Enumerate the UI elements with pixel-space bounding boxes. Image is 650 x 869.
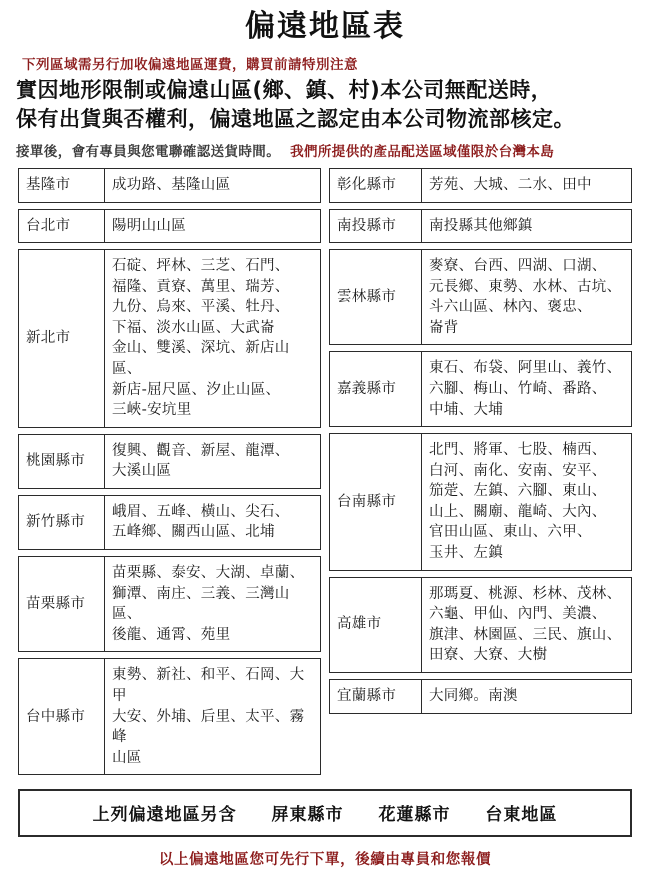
table-row — [19, 209, 321, 243]
table-row — [330, 209, 632, 243]
region-table-left-column — [18, 168, 321, 775]
region-area-cell: 陽明山山區 — [105, 209, 321, 243]
table-row — [330, 168, 632, 202]
table-spacer — [330, 570, 632, 577]
page-title: 偏遠地區表 — [245, 9, 405, 44]
region-name-cell: 新北市 — [19, 250, 105, 428]
region-area-cell: 那瑪夏、桃源、杉林、茂林、 六龜、甲仙、內門、美濃、 旗津、林園區、三民、旗山、 田寮、大寮、大樹 — [422, 577, 632, 672]
region-area-cell: 復興、觀音、新屋、龍潭、 大溪山區 — [105, 434, 321, 488]
table-row — [19, 659, 321, 775]
additional-regions-box — [18, 789, 632, 837]
table-spacer-cell — [330, 202, 632, 209]
region-name-cell: 南投縣市 — [330, 209, 422, 243]
region-name-cell: 嘉義縣市 — [330, 352, 422, 427]
table-spacer — [330, 202, 632, 209]
region-name-cell: 彰化縣市 — [330, 168, 422, 202]
table-spacer-cell — [330, 570, 632, 577]
region-area-cell: 芳苑、大城、二水、田中 — [422, 168, 632, 202]
surcharge-note: 下列區域需另行加收偏遠地區運費，購買前請特別注意 — [22, 56, 358, 73]
table-row — [19, 250, 321, 428]
table-spacer — [19, 243, 321, 250]
table-spacer — [330, 345, 632, 352]
region-name-cell: 桃園縣市 — [19, 434, 105, 488]
region-area-cell: 大同鄉。南澳 — [422, 679, 632, 713]
table-spacer-cell — [19, 550, 321, 557]
region-area-cell: 東勢、新社、和平、石岡、大甲 大安、外埔、后里、太平、霧峰 山區 — [105, 659, 321, 775]
table-row — [330, 250, 632, 345]
region-table-right — [329, 168, 632, 714]
region-area-cell: 東石、布袋、阿里山、義竹、 六腳、梅山、竹崎、番路、 中埔、大埔 — [422, 352, 632, 427]
quote-note: 以上偏遠地區您可先行下單，後續由專員和您報價 — [158, 852, 492, 869]
region-area-cell: 石碇、坪林、三芝、石門、 福隆、貢寮、萬里、瑞芳、 九份、烏來、平溪、牡丹、 下福、淡水山區、大武崙 金山、雙溪、深坑、新店山區、 新店-屈尺區、汐止山區、 三峽-安坑里 — [105, 250, 321, 428]
contact-note: 接單後，會有專員與您電聯確認送貨時間。 — [16, 143, 281, 160]
table-spacer-cell — [330, 672, 632, 679]
additional-region-taitung: 台東地區 — [485, 805, 558, 826]
table-spacer-cell — [19, 652, 321, 659]
table-row — [330, 679, 632, 713]
table-spacer — [19, 488, 321, 495]
region-area-cell: 南投縣其他鄉鎮 — [422, 209, 632, 243]
table-spacer-cell — [19, 202, 321, 209]
region-name-cell: 高雄市 — [330, 577, 422, 672]
table-spacer-cell — [19, 427, 321, 434]
additional-regions-lead: 上列偏遠地區另含 — [92, 805, 237, 826]
coverage-note: 我們所提供的產品配送區域僅限於台灣本島 — [290, 143, 555, 160]
table-row — [19, 434, 321, 488]
region-table-left — [18, 168, 321, 775]
region-name-cell: 台北市 — [19, 209, 105, 243]
table-spacer-cell — [19, 488, 321, 495]
table-spacer — [19, 202, 321, 209]
region-area-cell: 北門、將軍、七股、楠西、 白河、南化、安南、安平、 笳萣、左鎮、六腳、東山、 山上、關廟、龍崎、大內、 官田山區、東山、六甲、 玉井、左鎮 — [422, 434, 632, 570]
contact-note-row — [0, 134, 650, 168]
region-table-right-column — [329, 168, 632, 775]
region-name-cell: 宜蘭縣市 — [330, 679, 422, 713]
table-row — [330, 434, 632, 570]
region-name-cell: 台南縣市 — [330, 434, 422, 570]
table-spacer-cell — [330, 243, 632, 250]
region-tables — [0, 168, 650, 775]
region-name-cell: 雲林縣市 — [330, 250, 422, 345]
table-spacer-cell — [19, 243, 321, 250]
table-spacer — [19, 652, 321, 659]
table-spacer — [330, 672, 632, 679]
policy-line-1: 實因地形限制或偏遠山區(鄉、鎮、村)本公司無配送時， — [16, 77, 553, 102]
table-spacer — [19, 550, 321, 557]
region-area-cell: 成功路、基隆山區 — [105, 168, 321, 202]
table-row — [330, 577, 632, 672]
region-area-cell: 苗栗縣、泰安、大湖、卓蘭、 獅潭、南庄、三義、三灣山區、 後龍、通霄、苑里 — [105, 557, 321, 652]
table-spacer-cell — [330, 427, 632, 434]
table-spacer — [330, 243, 632, 250]
region-name-cell: 苗栗縣市 — [19, 557, 105, 652]
table-row — [19, 168, 321, 202]
table-spacer — [19, 427, 321, 434]
additional-region-pingtung: 屏東縣市 — [271, 805, 344, 826]
table-spacer-cell — [330, 345, 632, 352]
table-row — [19, 495, 321, 549]
table-row — [330, 352, 632, 427]
table-row — [19, 557, 321, 652]
region-name-cell: 台中縣市 — [19, 659, 105, 775]
region-name-cell: 新竹縣市 — [19, 495, 105, 549]
region-area-cell: 麥寮、台西、四湖、口湖、 元長鄉、東勢、水林、古坑、 斗六山區、林內、褒忠、 崙背 — [422, 250, 632, 345]
additional-region-hualien: 花蓮縣市 — [378, 805, 451, 826]
table-spacer — [330, 427, 632, 434]
region-name-cell: 基隆市 — [19, 168, 105, 202]
region-area-cell: 峨眉、五峰、橫山、尖石、 五峰鄉、關西山區、北埔 — [105, 495, 321, 549]
policy-line-2: 保有出貨與否權利，偏遠地區之認定由本公司物流部核定。 — [16, 107, 575, 132]
